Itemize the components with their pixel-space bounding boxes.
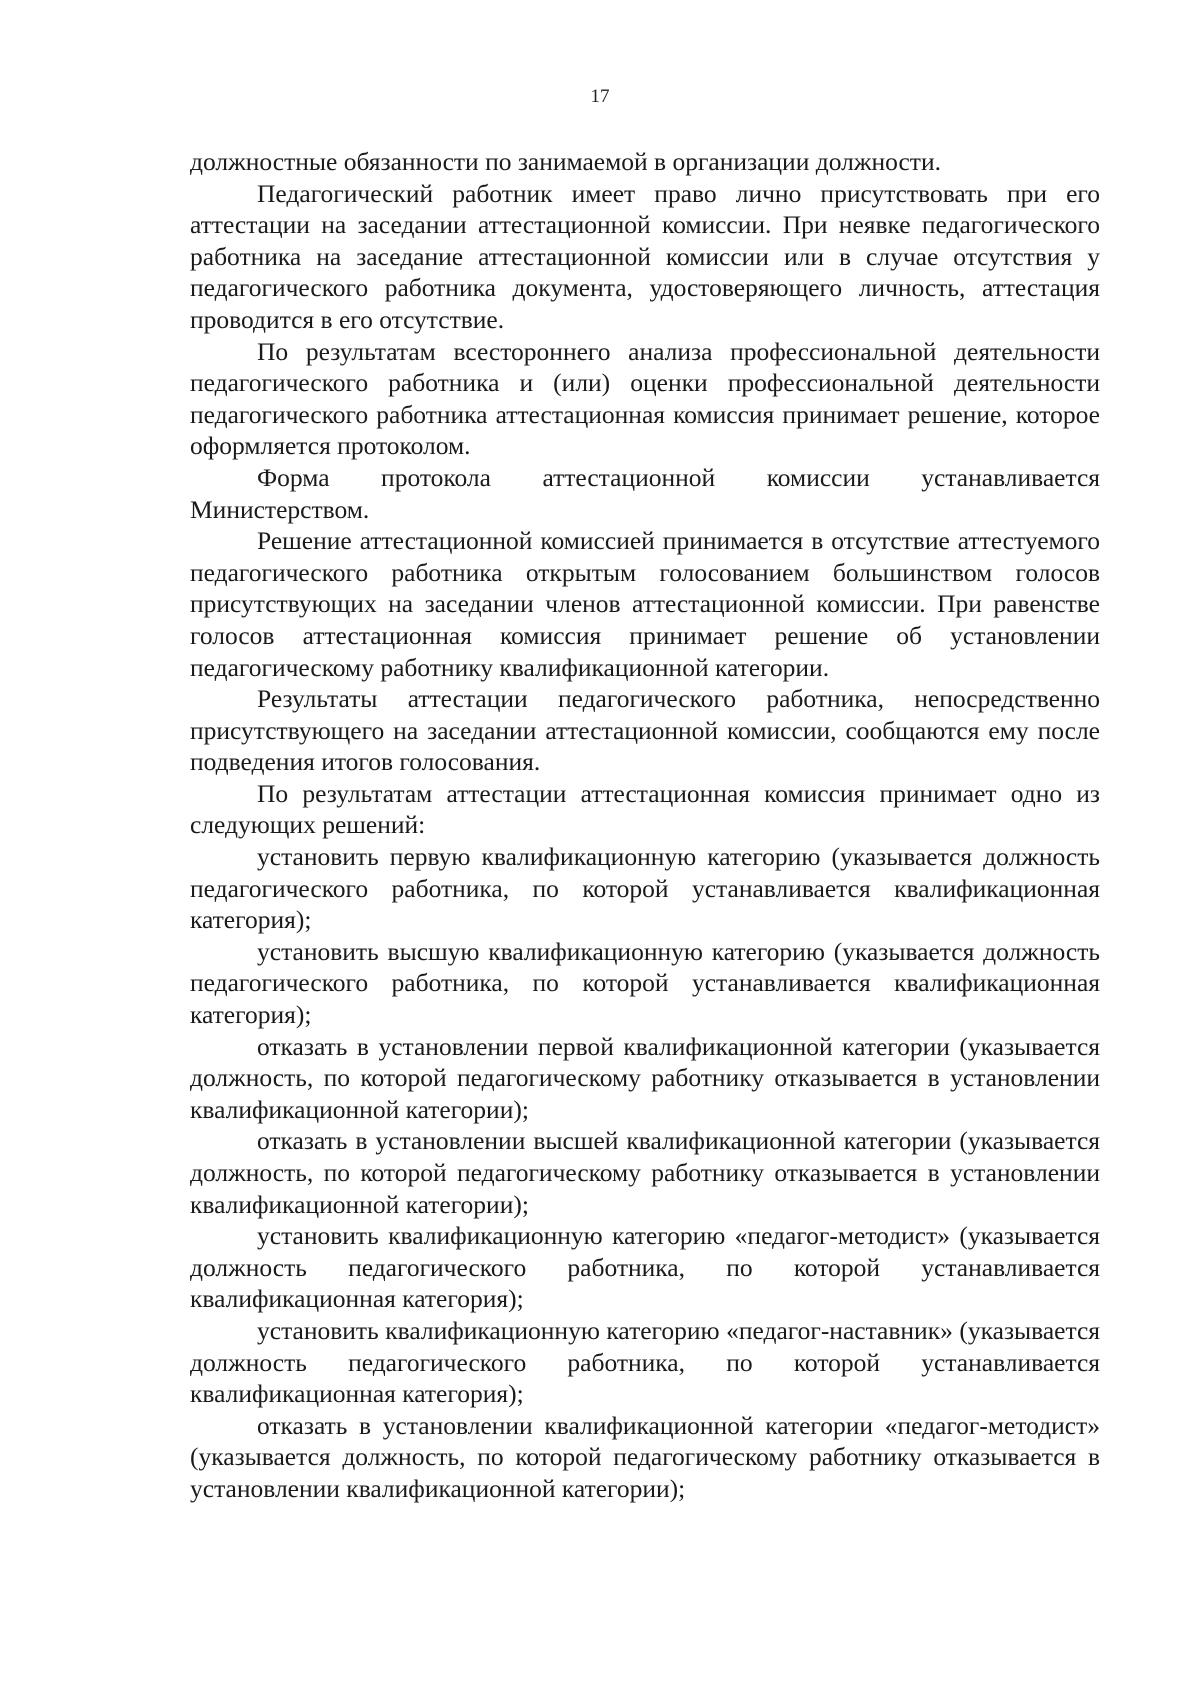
list-item-decision: установить высшую квалификационную категорию (указывается должность педагогического работника, по которой устанавливается квалификационная категория); xyxy=(190,936,1100,1030)
paragraph-voting: Решение аттестационной комиссией принимается в отсутствие аттестуемого педагогического работника открытым голосованием большинством голосов присутствующих на заседании членов аттестационной комиссии. При равенстве голосов аттестационная комиссия принимает решение об установлении педагогическому работнику квалификационной категории. xyxy=(190,526,1100,682)
paragraph-decision-list-intro: По результатам аттестации аттестационная комиссия принимает одно из следующих решений: xyxy=(190,778,1100,840)
paragraph-results-communication: Результаты аттестации педагогического работника, непосредственно присутствующего на заседании аттестационной комиссии, сообщаются ему после подведения итогов голосования. xyxy=(190,684,1100,777)
list-item-decision: отказать в установлении высшей квалификационной категории (указывается должность, по которой педагогическому работнику отказывается в установлении квалификационной категории); xyxy=(190,1126,1100,1219)
document-body xyxy=(190,146,1100,1505)
list-item-decision: отказать в установлении первой квалификационной категории (указывается должность, по которой педагогическому работнику отказывается в установлении квалификационной категории); xyxy=(190,1031,1100,1124)
list-item-decision: установить первую квалификационную категорию (указывается должность педагогического работника, по которой устанавливается квалификационная категория); xyxy=(190,842,1100,935)
list-item-decision: отказать в установлении квалификационной категории «педагог-методист» (указывается должность, по которой педагогическому работнику отказывается в установлении квалификационной категории); xyxy=(190,1410,1100,1503)
paragraph-personal-presence: Педагогический работник имеет право лично присутствовать при его аттестации на заседании аттестационной комиссии. При неявке педагогического работника на заседание аттестационной комиссии или в случае отсутствия у педагогического работника документа, удостоверяющего личность, аттестация проводится в его отсутствие. xyxy=(190,178,1100,334)
paragraph-continuation: должностные обязанности по занимаемой в организации должности. xyxy=(190,147,941,176)
paragraph-protocol-form: Форма протокола аттестационной комиссии устанавливается Министерством. xyxy=(190,462,1100,524)
paragraph-commission-decision: По результатам всестороннего анализа профессиональной деятельности педагогического работника и (или) оценки профессиональной деятельности педагогического работника аттестационная комиссия принимает решение, которое оформляется протоколом. xyxy=(190,336,1100,461)
page-number: 17 xyxy=(590,86,610,107)
list-item-decision: установить квалификационную категорию «педагог-методист» (указывается должность педагогического работника, по которой устанавливается квалификационная категория); xyxy=(190,1221,1100,1314)
list-item-decision: установить квалификационную категорию «педагог-наставник» (указывается должность педагогического работника, по которой устанавливается квалификационная категория); xyxy=(190,1315,1100,1409)
